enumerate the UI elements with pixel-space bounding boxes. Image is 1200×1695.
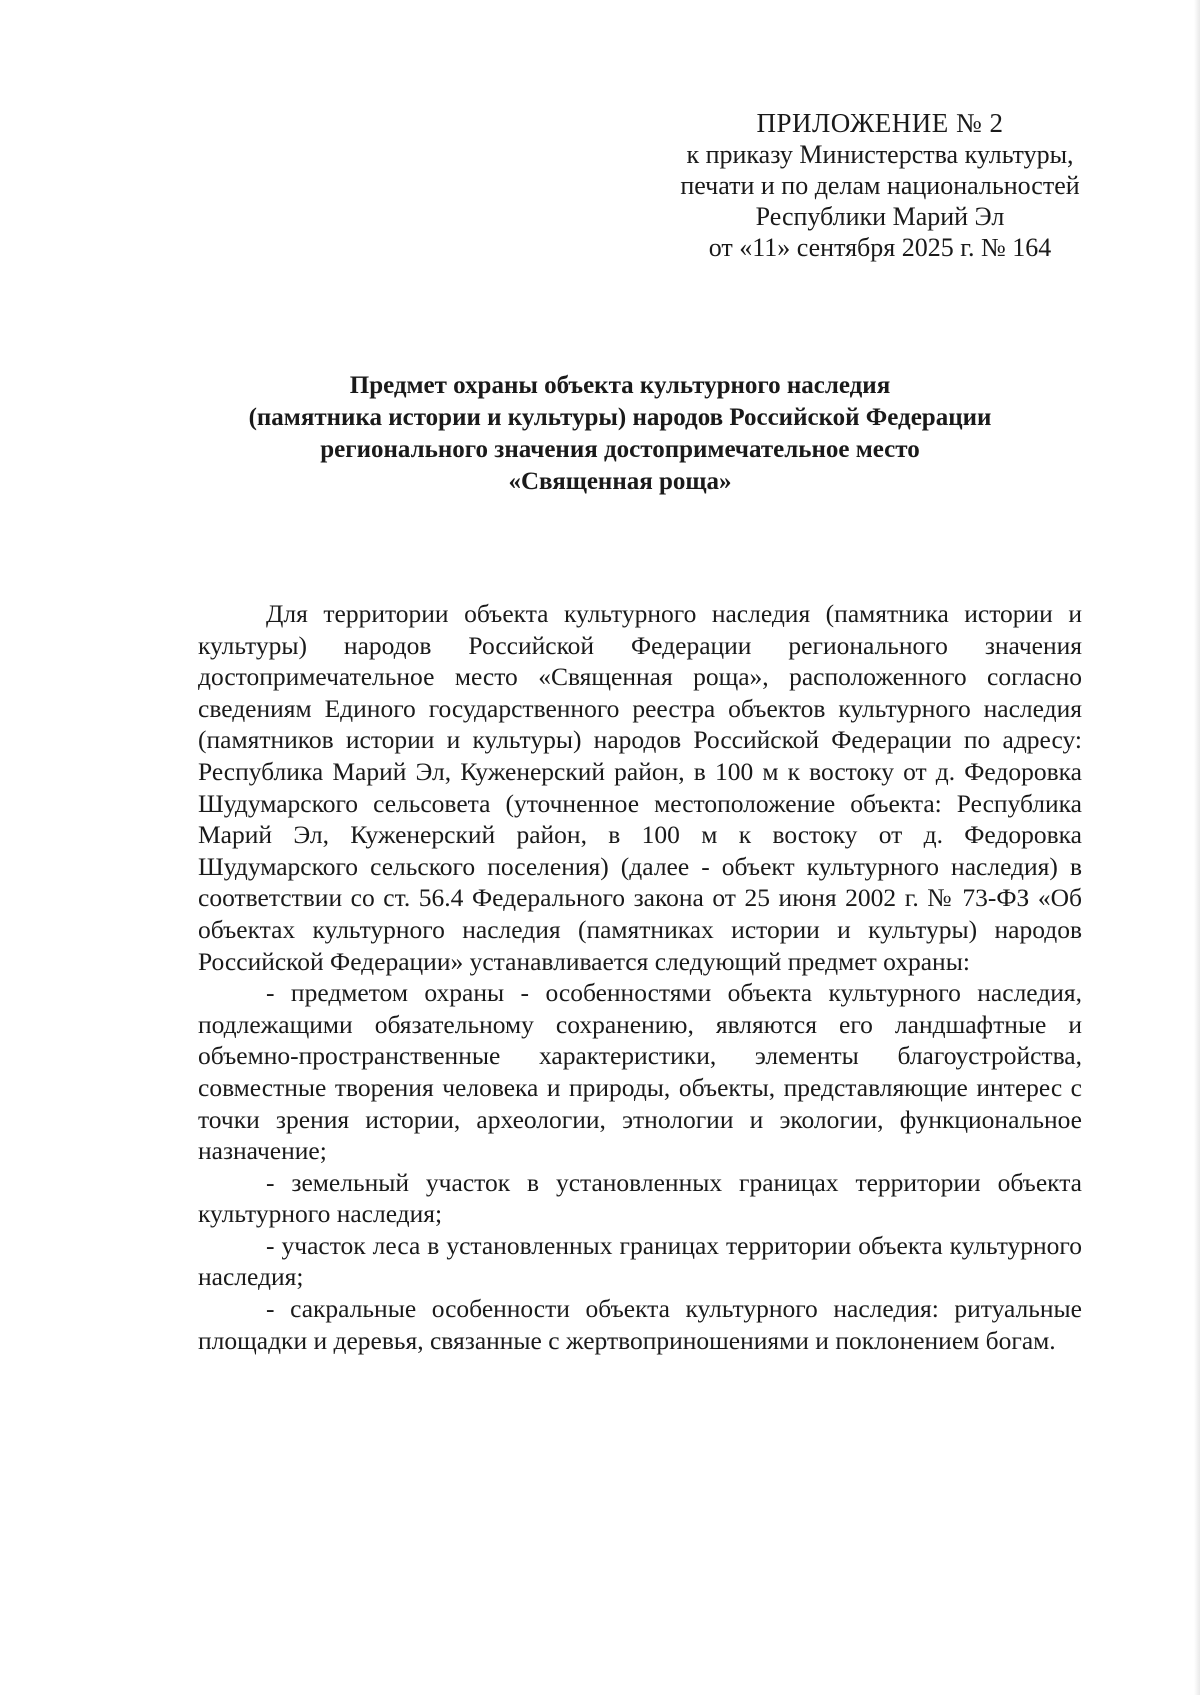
- document-body: [198, 598, 1082, 1356]
- body-list-item: - сакральные особенности объекта культурного наследия: ритуальные площадки и деревья, связанные с жертвоприношениями и поклонением богам.: [198, 1294, 1082, 1355]
- document-title: [180, 370, 1060, 498]
- body-list-item: - земельный участок в установленных границах территории объекта культурного наследия;: [198, 1167, 1082, 1229]
- title-line: регионального значения достопримечательное место: [320, 436, 920, 463]
- appendix-title: ПРИЛОЖЕНИЕ № 2: [756, 108, 1004, 138]
- scan-edge-shadow: [1194, 0, 1200, 1695]
- appendix-order-line: к приказу Министерства культуры,: [686, 140, 1074, 169]
- body-list-item: - предметом охраны - особенностями объекта культурного наследия, подлежащими обязательному сохранению, являются его ландшафтные и объемно-пространственные характеристики, элементы благоустройства, совместные творения человека и природы, объекты, представляющие интерес с точки зрения истории, археологии, этнологии и экологии, функциональное назначение;: [198, 978, 1082, 1166]
- appendix-header: [640, 108, 1120, 263]
- body-list-item: - участок леса в установленных границах территории объекта культурного наследия;: [198, 1230, 1082, 1292]
- title-line: «Священная роща»: [508, 468, 732, 495]
- appendix-date-line: от «11» сентября 2025 г. № 164: [708, 233, 1052, 262]
- appendix-republic-line: Республики Марий Эл: [755, 202, 1005, 231]
- title-line: Предмет охраны объекта культурного наследия: [349, 372, 891, 399]
- body-paragraph-intro: Для территории объекта культурного наследия (памятника истории и культуры) народов Российской Федерации регионального значения достопримечательное место «Священная роща», расположенного согласно сведениям Единого государственного реестра объектов культурного наследия (памятников истории и культуры) народов Российской Федерации по адресу: Республика Марий Эл, Куженерский район, в 100 м к востоку от д. Федоровка Шудумарского сельсовета (уточненное местоположение объекта: Республика Марий Эл, Куженерский район, в 100 м к востоку от д. Федоровка Шудумарского сельского поселения) (далее - объект культурного наследия) в соответствии со ст. 56.4 Федерального закона от 25 июня 2002 г. № 73-ФЗ «Об объектах культурного наследия (памятниках истории и культуры) народов Российской Федерации» устанавливается следующий предмет охраны:: [198, 599, 1082, 976]
- title-line: (памятника истории и культуры) народов Российской Федерации: [248, 404, 992, 431]
- appendix-ministry-line: печати и по делам национальностей: [680, 171, 1080, 200]
